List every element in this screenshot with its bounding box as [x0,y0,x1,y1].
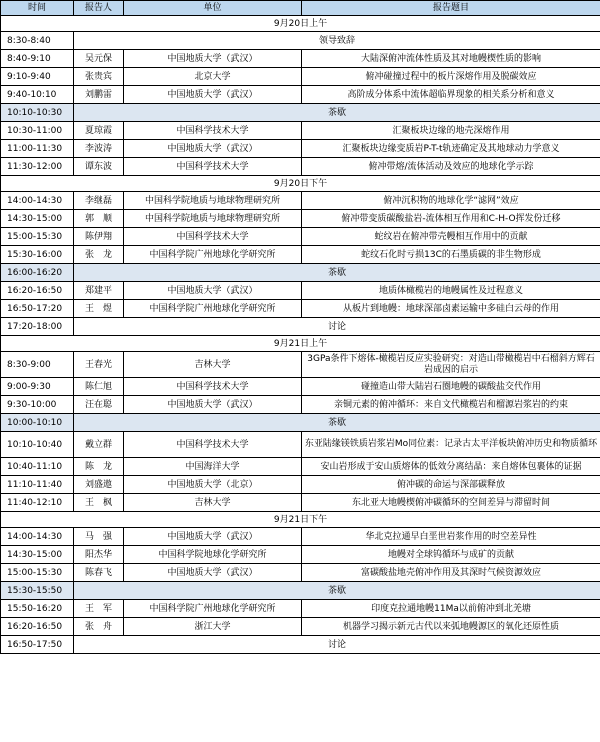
day-header-row [1,336,600,352]
time-cell: 9:30-10:00 [1,396,74,414]
talk-row [1,68,600,86]
unit-cell: 中国地质大学（武汉） [124,396,302,414]
time-cell: 10:30-11:00 [1,122,74,140]
talk-row [1,246,600,264]
break-label: 茶歇 [74,104,600,122]
unit-cell: 中国科学院广州地球化学研究所 [124,600,302,618]
speaker-cell: 郑建平 [74,282,124,300]
topic-cell: 蛇纹岩在俯冲带壳幔相互作用中的贡献 [302,228,600,246]
talk-row [1,50,600,68]
time-cell: 14:30-15:00 [1,210,74,228]
talk-row [1,158,600,176]
session-break-row [1,32,600,50]
session-day-label: 9月20日下午 [1,176,600,192]
time-cell: 16:00-16:20 [1,264,74,282]
break-label: 茶歇 [74,264,600,282]
talk-row [1,228,600,246]
unit-cell: 中国海洋大学 [124,458,302,476]
unit-cell: 中国科学技术大学 [124,158,302,176]
header-time: 时间 [1,1,74,16]
unit-cell: 浙江大学 [124,618,302,636]
day-header-row [1,512,600,528]
header-topic: 报告题目 [302,1,600,16]
unit-cell: 中国科学院地球化学研究所 [124,546,302,564]
topic-cell: 华北克拉通早白垩世岩浆作用的时空差异性 [302,528,600,546]
time-cell: 10:10-10:30 [1,104,74,122]
speaker-cell: 刘鹏雷 [74,86,124,104]
speaker-cell: 陈春飞 [74,564,124,582]
time-cell: 15:50-16:20 [1,600,74,618]
time-cell: 11:00-11:30 [1,140,74,158]
talk-row [1,600,600,618]
talk-row [1,282,600,300]
unit-cell: 北京大学 [124,68,302,86]
unit-cell: 中国地质大学（武汉） [124,564,302,582]
topic-cell: 蛇纹石化时亏损13C的石墨质碳的非生物形成 [302,246,600,264]
speaker-cell: 夏琼霞 [74,122,124,140]
topic-cell: 地幔对全球钨循环与成矿的贡献 [302,546,600,564]
time-cell: 11:10-11:40 [1,476,74,494]
talk-row [1,528,600,546]
break-label: 领导致辞 [74,32,600,50]
session-break-row [1,318,600,336]
topic-cell: 安山岩形成于安山质熔体的低效分离结晶：来自熔体包裹体的证据 [302,458,600,476]
header-speaker: 报告人 [74,1,124,16]
unit-cell: 中国科学技术大学 [124,378,302,396]
talk-row [1,546,600,564]
time-cell: 10:10-10:40 [1,432,74,458]
time-cell: 14:30-15:00 [1,546,74,564]
time-cell: 10:00-10:10 [1,414,74,432]
time-cell: 10:40-11:10 [1,458,74,476]
time-cell: 11:30-12:00 [1,158,74,176]
unit-cell: 吉林大学 [124,352,302,378]
time-cell: 14:00-14:30 [1,528,74,546]
break-label: 讨论 [74,318,600,336]
time-cell: 14:00-14:30 [1,192,74,210]
talk-row [1,86,600,104]
topic-cell: 俯冲碳的命运与深部碳释放 [302,476,600,494]
unit-cell: 中国科学技术大学 [124,432,302,458]
time-cell: 15:30-16:00 [1,246,74,264]
session-day-label: 9月20日上午 [1,16,600,32]
time-cell: 16:50-17:50 [1,636,74,654]
unit-cell: 中国地质大学（武汉） [124,140,302,158]
time-cell: 9:00-9:30 [1,378,74,396]
time-cell: 15:00-15:30 [1,228,74,246]
time-cell: 15:30-15:50 [1,582,74,600]
time-cell: 8:30-8:40 [1,32,74,50]
speaker-cell: 吴元保 [74,50,124,68]
session-break-row [1,636,600,654]
unit-cell: 中国科学院地质与地球物理研究所 [124,192,302,210]
time-cell: 9:10-9:40 [1,68,74,86]
talk-row [1,458,600,476]
time-cell: 8:40-9:10 [1,50,74,68]
speaker-cell: 王春光 [74,352,124,378]
break-label: 茶歇 [74,414,600,432]
break-label: 茶歇 [74,582,600,600]
topic-cell: 亲铜元素的俯冲循环：来自文代橄榄岩和榴源岩浆岩的约束 [302,396,600,414]
topic-cell: 印度克拉通地幔11Ma以前俯冲到北羌塘 [302,600,600,618]
speaker-cell: 王 军 [74,600,124,618]
topic-cell: 机器学习揭示新元古代以来弧地幔源区的氧化还原性质 [302,618,600,636]
time-cell: 17:20-18:00 [1,318,74,336]
topic-cell: 富碳酸盐地壳俯冲作用及其深时气候资源效应 [302,564,600,582]
speaker-cell: 阳杰华 [74,546,124,564]
talk-row [1,618,600,636]
speaker-cell: 王 枫 [74,494,124,512]
talk-row [1,564,600,582]
topic-cell: 汇聚板块边缘变质岩P-T-t轨迹确定及其地球动力学意义 [302,140,600,158]
speaker-cell: 张贵宾 [74,68,124,86]
unit-cell: 中国地质大学（武汉） [124,50,302,68]
talk-row [1,192,600,210]
talk-row [1,140,600,158]
speaker-cell: 汪在聪 [74,396,124,414]
speaker-cell: 王 煜 [74,300,124,318]
unit-cell: 中国科学技术大学 [124,122,302,140]
speaker-cell: 陈仁旭 [74,378,124,396]
talk-row [1,122,600,140]
topic-cell: 东亚陆缘镁铁质岩浆岩Mo同位素：记录古太平洋板块俯冲历史和物质循环 [302,432,600,458]
talk-row [1,476,600,494]
time-cell: 16:50-17:20 [1,300,74,318]
day-header-row [1,16,600,32]
schedule-body [1,16,600,654]
time-cell: 16:20-16:50 [1,282,74,300]
topic-cell: 俯冲带变质碳酸盐岩-流体相互作用和C-H-O挥发份迁移 [302,210,600,228]
session-day-label: 9月21日下午 [1,512,600,528]
speaker-cell: 张 舟 [74,618,124,636]
topic-cell: 俯冲带熔/流体活动及效应的地球化学示踪 [302,158,600,176]
speaker-cell: 李波涛 [74,140,124,158]
talk-row [1,396,600,414]
speaker-cell: 刘盛遨 [74,476,124,494]
session-break-row [1,582,600,600]
unit-cell: 吉林大学 [124,494,302,512]
session-day-label: 9月21日上午 [1,336,600,352]
talk-row [1,378,600,396]
unit-cell: 中国地质大学（北京） [124,476,302,494]
topic-cell: 大陆深俯冲流体性质及其对地幔楔性质的影响 [302,50,600,68]
topic-cell: 从板片到地幔：地球深部卤素运输中多硅白云母的作用 [302,300,600,318]
topic-cell: 东北亚大地幔楔俯冲碳循环的空间差异与滞留时间 [302,494,600,512]
unit-cell: 中国科学院广州地球化学研究所 [124,300,302,318]
speaker-cell: 郭 顺 [74,210,124,228]
speaker-cell: 李继磊 [74,192,124,210]
unit-cell: 中国地质大学（武汉） [124,86,302,104]
session-break-row [1,264,600,282]
unit-cell: 中国科学技术大学 [124,228,302,246]
header-unit: 单位 [124,1,302,16]
unit-cell: 中国地质大学（武汉） [124,528,302,546]
topic-cell: 地质体橄榄岩的地幔属性及过程意义 [302,282,600,300]
header-row [1,1,600,16]
topic-cell: 汇聚板块边缘的地壳深熔作用 [302,122,600,140]
unit-cell: 中国科学院地质与地球物理研究所 [124,210,302,228]
speaker-cell: 陈 龙 [74,458,124,476]
topic-cell: 高阶成分体系中流体超临界现象的相关系分析和意义 [302,86,600,104]
time-cell: 9:40-10:10 [1,86,74,104]
talk-row [1,494,600,512]
speaker-cell: 谭东波 [74,158,124,176]
talk-row [1,352,600,378]
topic-cell: 俯冲沉积物的地球化学“滤网”效应 [302,192,600,210]
unit-cell: 中国地质大学（武汉） [124,282,302,300]
talk-row [1,432,600,458]
talk-row [1,300,600,318]
speaker-cell: 张 龙 [74,246,124,264]
speaker-cell: 戴立群 [74,432,124,458]
time-cell: 11:40-12:10 [1,494,74,512]
speaker-cell: 陈伊翔 [74,228,124,246]
topic-cell: 俯冲碰撞过程中的板片深熔作用及脱碳效应 [302,68,600,86]
break-label: 讨论 [74,636,600,654]
speaker-cell: 马 强 [74,528,124,546]
time-cell: 8:30-9:00 [1,352,74,378]
day-header-row [1,176,600,192]
talk-row [1,210,600,228]
session-break-row [1,414,600,432]
unit-cell: 中国科学院广州地球化学研究所 [124,246,302,264]
time-cell: 16:20-16:50 [1,618,74,636]
topic-cell: 3GPa条件下熔体-橄榄岩反应实验研究：对造山带橄榄岩中石榴斜方辉石岩成因的启示 [302,352,600,378]
time-cell: 15:00-15:30 [1,564,74,582]
topic-cell: 碰撞造山带大陆岩石圈地幔的碳酸盐交代作用 [302,378,600,396]
session-break-row [1,104,600,122]
